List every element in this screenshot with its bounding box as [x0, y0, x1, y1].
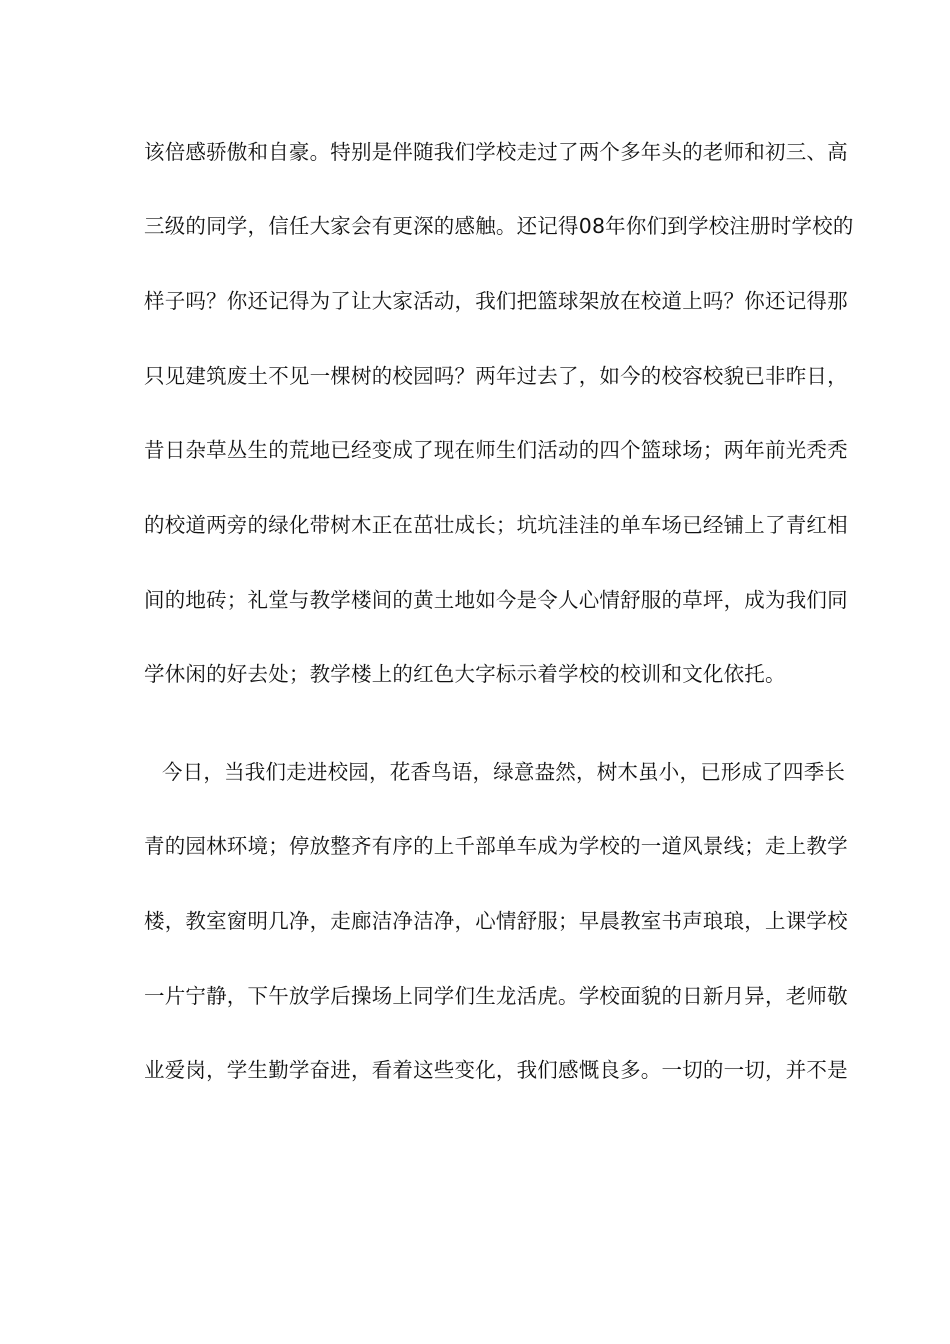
- text-line: 只见建筑废土不见一棵树的校园吗？两年过去了，如今的校容校貌已非昨日，: [144, 364, 848, 388]
- text-line: 楼，教室窗明几净，走廊洁净洁净，心情舒服；早晨教室书声琅琅，上课学校: [144, 909, 848, 933]
- text-line: 该倍感骄傲和自豪。特别是伴随我们学校走过了两个多年头的老师和初三、高: [144, 140, 848, 164]
- text-line: 样子吗？你还记得为了让大家活动，我们把篮球架放在校道上吗？你还记得那: [144, 289, 848, 313]
- text-line: 学休闲的好去处；教学楼上的红色大字标示着学校的校训和文化依托。: [144, 662, 786, 686]
- text-line: 青的园林环境；停放整齐有序的上千部单车成为学校的一道风景线；走上教学: [144, 834, 848, 858]
- text-line: 的校道两旁的绿化带树木正在茁壮成长；坑坑洼洼的单车场已经铺上了青红相: [144, 513, 848, 537]
- text-line: 业爱岗，学生勤学奋进，看着这些变化，我们感慨良多。一切的一切，并不是: [144, 1058, 848, 1082]
- text-line: 一片宁静，下午放学后操场上同学们生龙活虎。学校面貌的日新月异，老师敬: [144, 984, 848, 1008]
- text-line: 今日，当我们走进校园，花香鸟语，绿意盎然，树木虽小，已形成了四季长: [162, 760, 846, 784]
- text-line: 昔日杂草丛生的荒地已经变成了现在师生们活动的四个篮球场；两年前光秃秃: [144, 438, 848, 462]
- text-line: 三级的同学，信任大家会有更深的感触。还记得08年你们到学校注册时学校的: [144, 214, 854, 238]
- text-line: 间的地砖；礼堂与教学楼间的黄土地如今是令人心情舒服的草坪，成为我们同: [144, 588, 848, 612]
